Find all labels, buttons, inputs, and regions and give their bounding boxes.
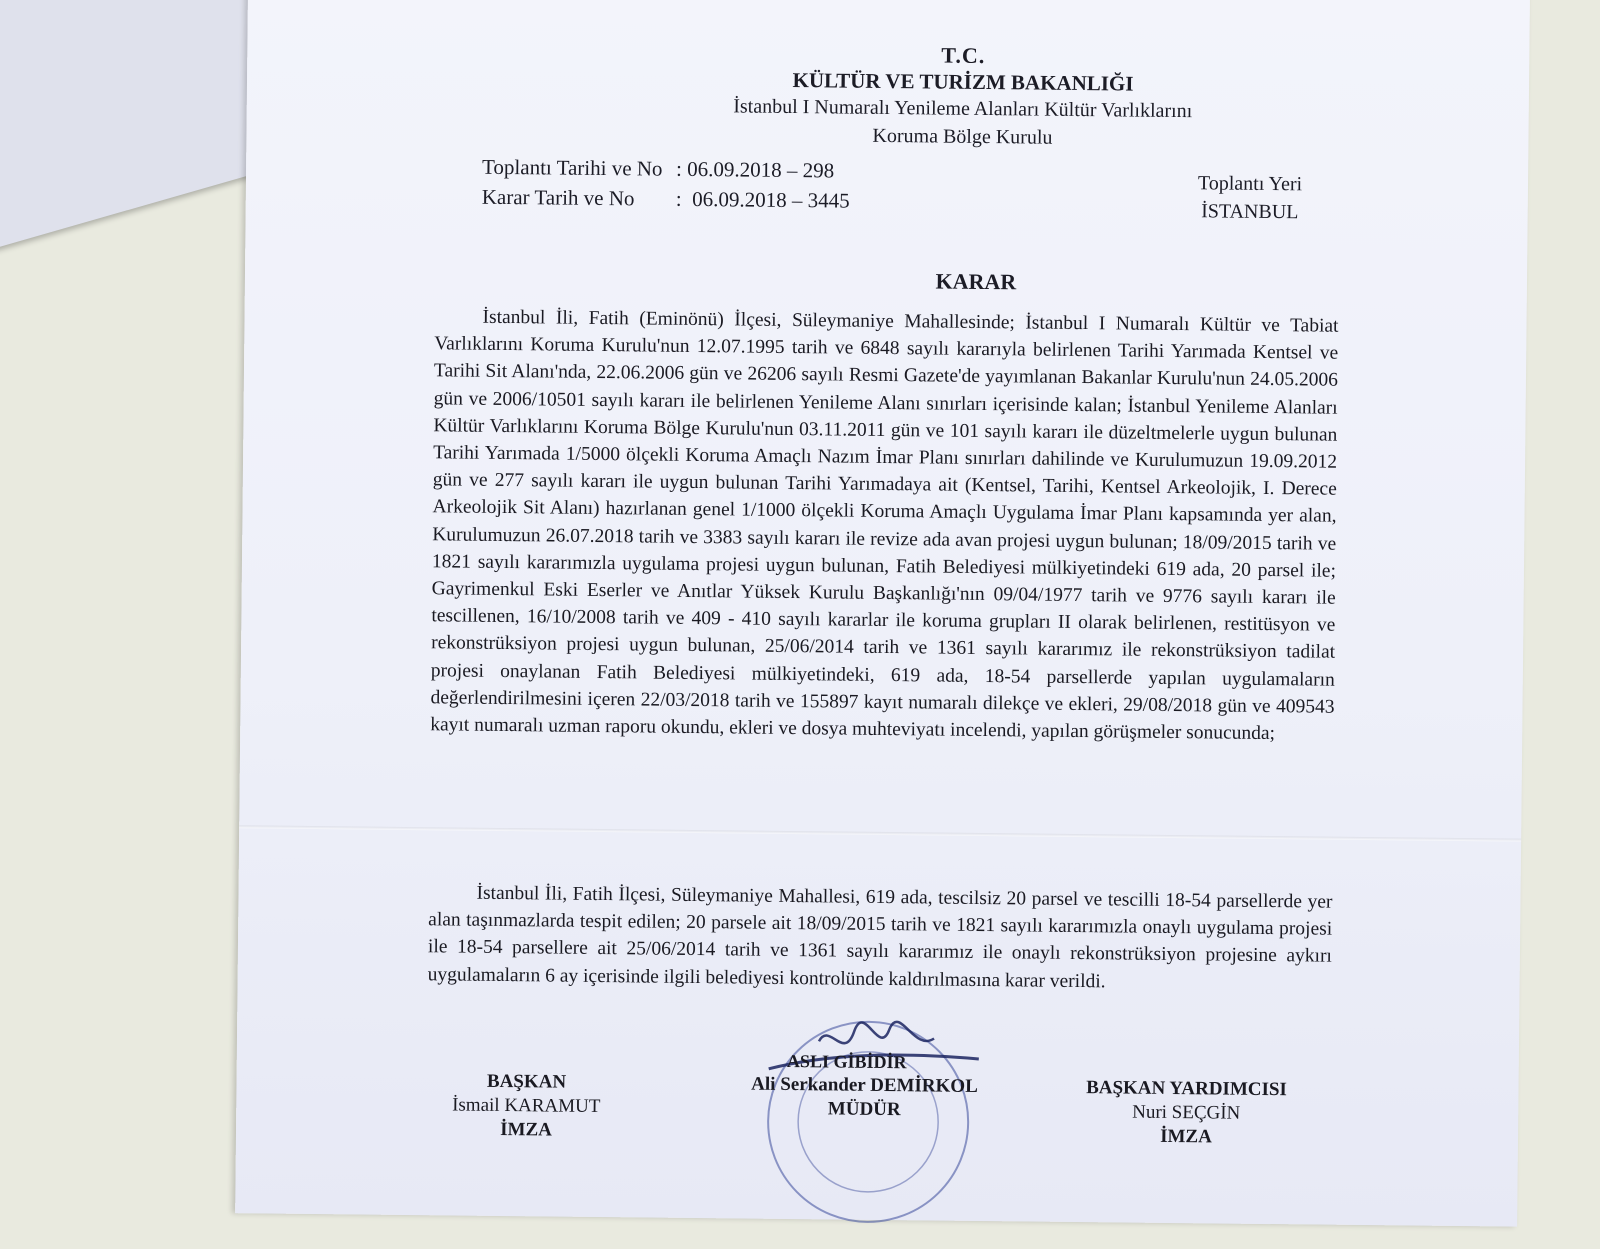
decision-paragraph-1: İstanbul İli, Fatih (Eminönü) İlçesi, Süleymaniye Mahallesinde; İstanbul I Numaralı Kültür ve Tabiat Varlıklarını Koruma Kurulu'nun 12.07.1995 tarih ve 6848 sayılı kararıyla belirlenen Tarihi Yarımada Kentsel ve Tarihi Sit Alanı'nda, 22.06.2006 gün ve 26206 sayılı Resmi Gazete'de yayımlanan Bakanlar Kurulu'nun 24.05.2006 gün ve 2006/10501 sayılı kararı ile belirlenen Yenileme Alanı sınırları içerisinde kalan; İstanbul Yenileme Alanları Kültür Varlıklarını Koruma Bölge Kurulu'nun 03.11.2011 gün ve 101 sayılı kararı ile düzeltmelerle uygun bulunan Tarihi Yarımada 1/5000 ölçekli Koruma Amaçlı Nazım İmar Planı sınırları dahilinde ve Kurulumuzun 19.09.2012 gün ve 277 sayılı kararı ile uygun bulunan Tarihi Yarımadaya ait (Kentsel, Tarihi, Kentsel Arkeolojik, I. Derece Arkeolojik Sit Alanı) hazırlanan genel 1/1000 ölçekli Koruma Amaçlı Uygulama İmar Planı kapsamında yer alan, Kurulumuzun 26.07.2018 tarih ve 3383 sayılı kararı ile revize ada avan projesi uygun bulunan; 18/09/2015 tarih ve 1821 sayılı kararımızla uygulama projesi uygun bulunan, Fatih Belediyesi mülkiyetindeki 619 ada, 20 parsel ile; Gayrimenkul Eski Eserler ve Anıtlar Yüksek Kurulu Başkanlığı'nın 09/04/1977 tarih ve 9776 sayılı kararı ile tescillenen, 16/10/2008 tarih ve 409 - 410 sayılı kararlar ile koruma grupları II olarak belirlenen, restitüsyon ve rekonstrüksiyon projesi uygun bulunan, 25/06/2014 tarih ve 1361 sayılı kararımız ile rekonstrüksiyon tadilat projesi onaylanan Fatih Belediyesi mülkiyetindeki, 619 ada, 18-54 parsellerde yapılan uygulamaların değerlendirilmesini içeren 22/03/2018 tarih ve 155897 kayıt numaralı dilekçe ve ekleri, 29/08/2018 gün ve 409543 kayıt numaralı uzman raporu okundu, ekleri ve dosya muhteviyatı incelendi, yapılan görüşmeler sonucunda;: [430, 306, 1339, 745]
signer-director: [704, 1072, 1024, 1123]
vice-name: Nuri SEÇGİN: [1132, 1101, 1241, 1124]
header-ministry: KÜLTÜR VE TURİZM BAKANLIĞI: [792, 67, 1134, 96]
header-board-line1: İstanbul I Numaralı Yenileme Alanları Kültür Varlıklarını: [733, 95, 1193, 123]
meeting-date-value: 06.09.2018 – 298: [687, 156, 835, 183]
signer-vice-president: [1026, 1076, 1347, 1151]
decision-date-value: 06.09.2018 – 3445: [692, 186, 850, 213]
decision-date-colon: :: [675, 186, 693, 211]
document-title: KARAR: [935, 268, 1017, 295]
president-role: BAŞKAN: [486, 1070, 567, 1093]
vice-signature: İMZA: [1160, 1125, 1212, 1148]
president-signature: İMZA: [500, 1118, 553, 1141]
paper-fold-line: [239, 825, 1521, 841]
document-header: [246, 35, 1529, 156]
president-name: İsmail KARAMUT: [452, 1094, 601, 1118]
document-page: [235, 0, 1530, 1227]
decision-paragraph-2: İstanbul İli, Fatih İlçesi, Süleymaniye Mahallesi, 619 ada, tescilsiz 20 parsel ve tescilli 18-54 parsellerde yer alan taşınmazlarda tespit edilen; 20 parsele ait 18/09/2015 tarih ve 1821 sayılı kararımızla onaylı uygulama projesi ile 18-54 parsellere ait 25/06/2014 tarih ve 1361 sayılı kararımız ile onaylı rekonstrüksiyon projesine aykırı uygulamaların 6 ay içerisinde ilgili belediyesi kontrolünde kaldırılmasına karar verildi.: [427, 882, 1333, 992]
meeting-date-colon: :: [675, 156, 688, 181]
meeting-info: [482, 152, 850, 216]
decision-date-label: Karar Tarih ve No: [481, 184, 635, 211]
certified-copy-mark: ASLI GİBİDİR: [786, 1050, 907, 1073]
header-tc: T.C.: [941, 42, 986, 69]
vice-role: BAŞKAN YARDIMCISI: [1086, 1077, 1288, 1101]
signer-president: [386, 1069, 667, 1144]
meeting-place-value: İSTANBUL: [1201, 200, 1299, 224]
meeting-place: [1198, 169, 1303, 226]
director-role: MÜDÜR: [827, 1098, 901, 1121]
header-board-line2: Koruma Bölge Kurulu: [872, 124, 1053, 149]
meeting-date-label: Toplantı Tarihi ve No: [482, 154, 663, 181]
director-name: Ali Serkander DEMİRKOL: [751, 1073, 978, 1097]
meeting-place-label: Toplantı Yeri: [1197, 172, 1303, 196]
signature-block: [235, 1067, 1518, 1200]
